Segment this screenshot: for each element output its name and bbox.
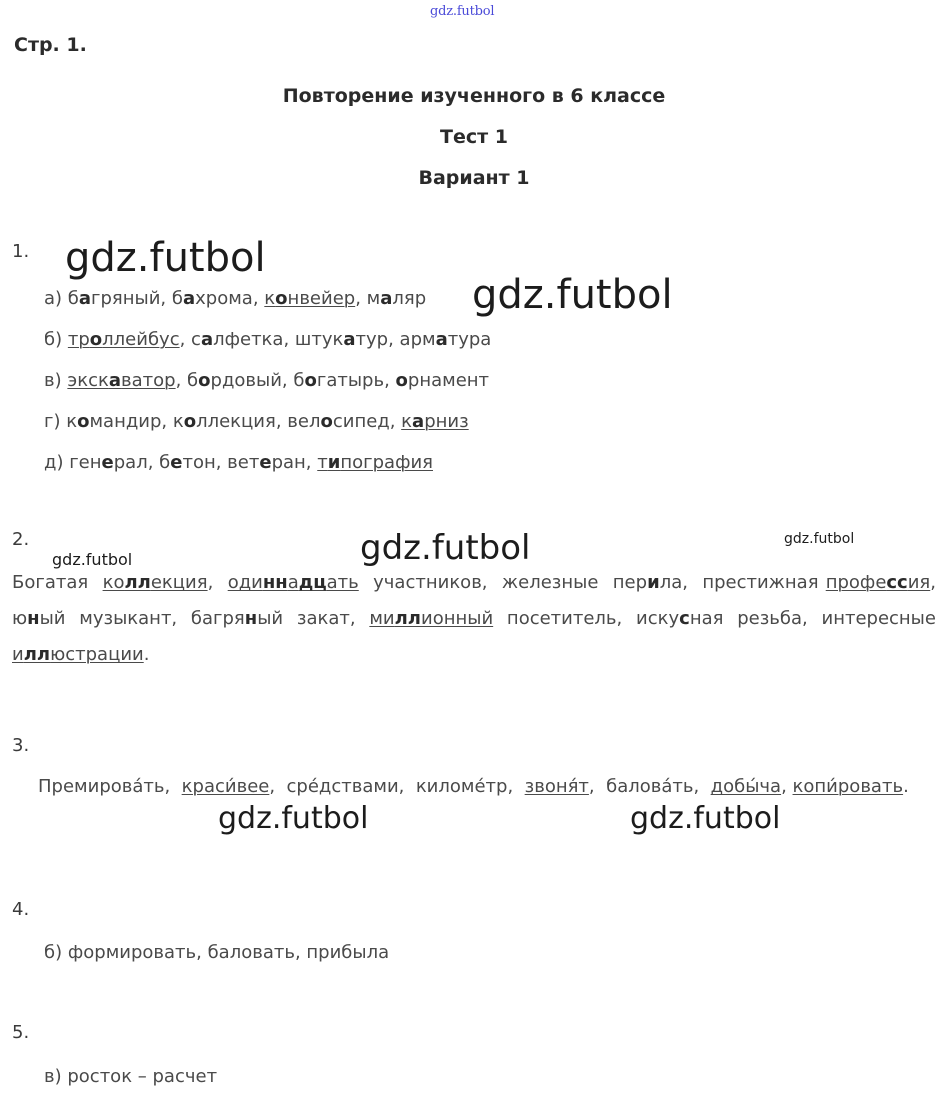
watermark-7: gdz.futbol (630, 801, 781, 836)
watermark-top: gdz.futbol (430, 4, 495, 19)
answer-5a-prefix: в) (44, 1066, 68, 1087)
watermark-1: gdz.futbol (65, 235, 266, 281)
answer-1c (44, 368, 489, 393)
answer-1b (44, 327, 491, 352)
watermark-6: gdz.futbol (218, 801, 369, 836)
answer-1d-prefix: г) (44, 411, 67, 432)
page-title: Повторение изученного в 6 классе (282, 85, 666, 107)
answer-4a-text: формировать, баловать, прибыла (67, 942, 390, 963)
watermark-4: gdz.futbol (360, 528, 531, 568)
answer-1e-prefix: д) (44, 452, 70, 473)
question-number-4: 4. (12, 899, 30, 920)
answer-1c-prefix: в) (44, 370, 68, 391)
answer-1e-text: генерал, бетон, ветеран, типография (69, 452, 433, 473)
answer-1d (44, 409, 469, 434)
answer-4a-prefix: б) (44, 942, 68, 963)
page-label: Стр. 1. (14, 34, 87, 56)
answer-5a-text: росток – расчет (67, 1066, 218, 1087)
answer-1e (44, 450, 433, 475)
answer-1c-text: экскаватор, бордовый, богатырь, орнамент (67, 370, 490, 391)
answer-1d-text: командир, коллекция, велосипед, карниз (66, 411, 469, 432)
answer-1a-text: багряный, бахрома, конвейер, маляр (67, 288, 427, 309)
variant-subtitle: Вариант 1 (418, 167, 530, 189)
answer-5a (44, 1064, 217, 1089)
answer-1b-prefix: б) (44, 329, 68, 350)
watermark-5: gdz.futbol (784, 531, 855, 547)
question-number-2: 2. (12, 529, 30, 550)
question-number-1: 1. (12, 241, 30, 262)
answer-4a (44, 940, 389, 965)
answer-1a (44, 286, 426, 311)
answer-2-text: Богатая коллекция, одиннадцать участников, железные перила, престижная профессия, юный музыкант, багряный закат, миллионный посетитель, искусная резьба, интересные иллюстрации. (12, 572, 936, 665)
watermark-3: gdz.futbol (52, 550, 133, 569)
question-number-5: 5. (12, 1022, 30, 1043)
question-number-3: 3. (12, 735, 30, 756)
watermark-2: gdz.futbol (472, 272, 673, 318)
title-block (0, 76, 948, 199)
answer-1a-prefix: а) (44, 288, 68, 309)
answer-1b-text: троллейбус, салфетка, штукатур, арматура (67, 329, 492, 350)
answer-3-text: Премирова́ть, краси́вее, сре́дствами, киломе́тр, звоня́т, балова́ть, добы́ча, копи́ровать. (38, 776, 909, 797)
test-subtitle: Тест 1 (440, 126, 508, 148)
